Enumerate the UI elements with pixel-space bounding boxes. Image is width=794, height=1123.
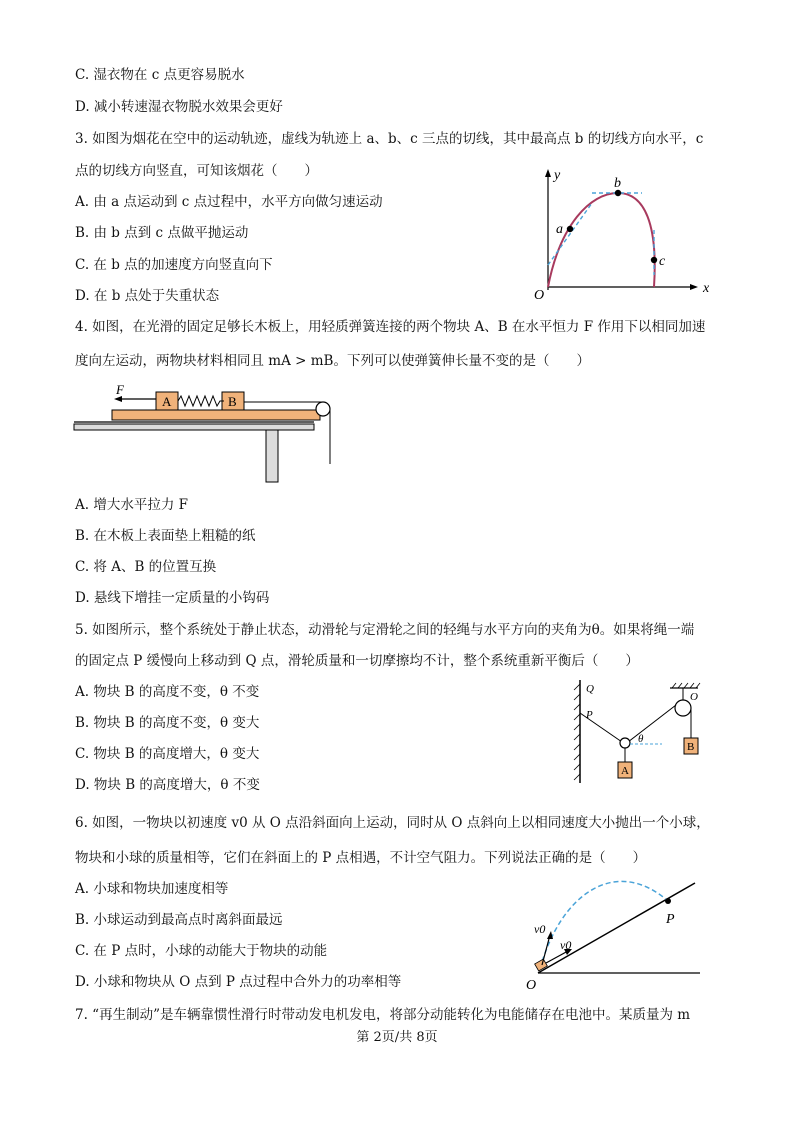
x-arrow-icon bbox=[690, 284, 698, 290]
label-p: P bbox=[586, 709, 593, 721]
label-y: y bbox=[554, 168, 561, 183]
q3-trajectory-figure bbox=[520, 165, 720, 305]
ball-velocity bbox=[542, 935, 550, 965]
label-o: O bbox=[534, 288, 545, 303]
point-p bbox=[665, 898, 671, 904]
q5-stem-line1: 5. 如图所示，整个系统处于静止状态，动滑轮与定滑轮之间的轻绳与水平方向的夹角为θ。如果将绳一端 bbox=[75, 622, 695, 638]
label-a: a bbox=[556, 222, 563, 237]
q4-stem-line2: 度向左运动，两物块材料相同且 mA > mB。下列可以使弹簧伸长量不变的是（ ） bbox=[75, 353, 590, 369]
spring bbox=[178, 396, 224, 406]
q5-stem-line2: 的固定点 P 缓慢向上移动到 Q 点，滑轮质量和一切摩擦均不计，整个系统重新平衡后（ ） bbox=[75, 653, 639, 669]
q6-option-a: A. 小球和物块加速度相等 bbox=[75, 881, 229, 897]
point-c bbox=[651, 257, 657, 263]
q5-option-c: C. 物块 B 的高度增大，θ 变大 bbox=[75, 746, 260, 762]
q6-stem-line1: 6. 如图，一物块以初速度 v0 从 O 点沿斜面向上运动，同时从 O 点斜向上以相同速度大小抛出一个小球， bbox=[75, 815, 710, 831]
q6-option-c: C. 在 P 点时，小球的动能大于物块的动能 bbox=[75, 943, 328, 959]
ceiling-hatch bbox=[672, 683, 700, 688]
q6-stem-line2: 物块和小球的质量相等，它们在斜面上的 P 点相遇，不计空气阻力。下列说法正确的是（ ） bbox=[75, 850, 647, 866]
rope-right bbox=[628, 705, 676, 742]
label-theta: θ bbox=[638, 733, 644, 745]
pulley bbox=[316, 402, 330, 416]
table-leg bbox=[266, 430, 278, 482]
label-a: A bbox=[621, 765, 629, 777]
label-o: O bbox=[690, 691, 698, 703]
wall-hatch bbox=[574, 684, 580, 780]
q4-option-c: C. 将 A、B 的位置互换 bbox=[75, 559, 217, 575]
q6-option-b: B. 小球运动到最高点时离斜面最远 bbox=[75, 912, 283, 928]
q4-option-d: D. 悬线下增挂一定质量的小钩码 bbox=[75, 590, 270, 606]
label-b: b bbox=[614, 176, 621, 191]
moving-pulley bbox=[620, 738, 630, 748]
q3-stem-line2: 点的切线方向竖直，可知该烟花（ ） bbox=[75, 163, 318, 179]
q3-stem-line1: 3. 如图为烟花在空中的运动轨迹，虚线为轨迹上 a、b、c 三点的切线，其中最高点 b 的切线方向水平，c bbox=[75, 131, 704, 147]
tangent-a bbox=[548, 203, 592, 265]
wooden-board bbox=[112, 410, 320, 420]
q4-stem-line1: 4. 如图，在光滑的固定足够长木板上，用轻质弹簧连接的两个物块 A、B 在水平恒力 F 作用下以相同加速 bbox=[75, 319, 706, 335]
label-f: F bbox=[116, 382, 124, 397]
point-a bbox=[567, 226, 573, 232]
q3-option-d: D. 在 b 点处于失重状态 bbox=[75, 288, 220, 304]
table-slab bbox=[74, 424, 314, 430]
q4-spring-figure bbox=[70, 382, 340, 487]
q2-option-d: D. 减小转速湿衣物脱水效果会更好 bbox=[75, 99, 283, 115]
q4-option-b: B. 在木板上表面垫上粗糙的纸 bbox=[75, 528, 256, 544]
q2-option-c: C. 湿衣物在 c 点更容易脱水 bbox=[75, 67, 245, 83]
label-q: Q bbox=[586, 683, 594, 695]
incline bbox=[538, 883, 695, 973]
label-a: A bbox=[162, 394, 172, 409]
q5-option-a: A. 物块 B 的高度不变，θ 不变 bbox=[75, 684, 260, 700]
label-o: O bbox=[526, 978, 537, 993]
label-p: P bbox=[666, 912, 675, 927]
trajectory-curve bbox=[548, 193, 655, 287]
q6-option-d: D. 小球和物块从 O 点到 P 点过程中合外力的功率相等 bbox=[75, 974, 402, 990]
label-c: c bbox=[659, 254, 666, 269]
q6-incline-figure bbox=[520, 865, 710, 993]
label-b: B bbox=[228, 394, 237, 409]
q3-option-a: A. 由 a 点运动到 c 点过程中，水平方向做匀速运动 bbox=[75, 194, 383, 210]
q5-option-b: B. 物块 B 的高度不变，θ 变大 bbox=[75, 715, 260, 731]
label-x: x bbox=[703, 281, 710, 296]
q3-option-c: C. 在 b 点的加速度方向竖直向下 bbox=[75, 257, 273, 273]
label-v0-block: v0 bbox=[560, 938, 572, 952]
fixed-pulley bbox=[675, 700, 691, 716]
label-b: B bbox=[687, 741, 695, 753]
q7-stem-line1: 7. “再生制动”是车辆靠惯性滑行时带动发电机发电，将部分动能转化为电能储存在电池中。某质量为 m bbox=[75, 1007, 691, 1023]
page-footer: 第 2页/共 8页 bbox=[356, 1030, 438, 1045]
label-v0-ball: v0 bbox=[534, 922, 546, 936]
y-arrow-icon bbox=[545, 169, 551, 177]
q4-option-a: A. 增大水平拉力 F bbox=[75, 497, 188, 513]
q3-option-b: B. 由 b 点到 c 点做平抛运动 bbox=[75, 225, 249, 241]
q5-option-d: D. 物块 B 的高度增大，θ 不变 bbox=[75, 777, 260, 793]
q5-pulley-figure bbox=[570, 678, 710, 788]
